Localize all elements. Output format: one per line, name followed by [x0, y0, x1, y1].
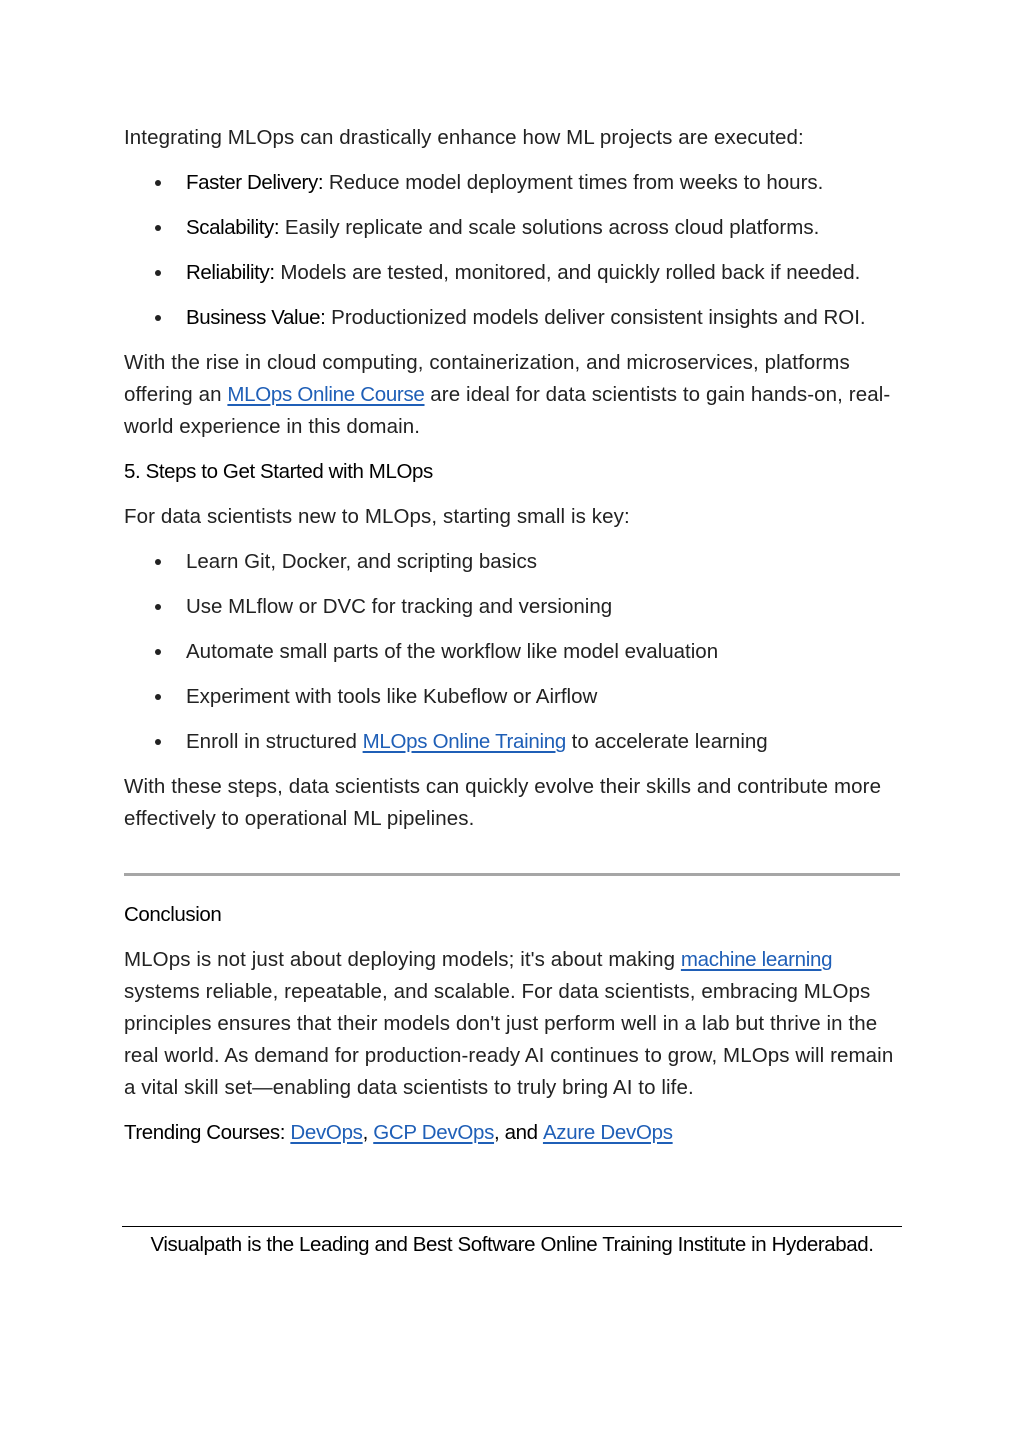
- cloud-text-after: are ideal for data scientists to gain hands-on, real-world experience in this domain.: [124, 383, 891, 438]
- footer-divider: [122, 1226, 902, 1227]
- benefit-text: Productionized models deliver consistent insights and ROI.: [325, 306, 866, 329]
- bullet-icon: [155, 315, 161, 321]
- conclusion-text-before: MLOps is not just about deploying models; it's about making: [124, 948, 681, 971]
- step-text: Use MLflow or DVC for tracking and versioning: [186, 595, 613, 618]
- bullet-icon: [155, 180, 161, 186]
- bullet-icon: [155, 649, 161, 655]
- benefit-text: Reduce model deployment times from weeks to hours.: [323, 171, 824, 194]
- horizontal-divider: [124, 873, 900, 876]
- steps-intro: For data scientists new to MLOps, starting small is key:: [124, 505, 630, 528]
- list-item: [124, 212, 902, 244]
- machine-learning-link[interactable]: machine learning: [680, 948, 833, 971]
- mlops-online-course-link[interactable]: MLOps Online Course: [227, 383, 425, 406]
- list-item: [124, 302, 902, 334]
- list-item: [124, 167, 902, 199]
- benefit-label: Faster Delivery:: [186, 171, 324, 194]
- step-text: Experiment with tools like Kubeflow or Airflow: [186, 685, 598, 708]
- document-page: [124, 122, 902, 1149]
- list-item: [124, 546, 902, 578]
- cloud-text-before: With the rise in cloud computing, containerization, and microservices, platforms offering an: [124, 351, 850, 406]
- bullet-icon: [155, 225, 161, 231]
- step-text-after: to accelerate learning: [565, 730, 768, 753]
- benefit-text: Easily replicate and scale solutions across cloud platforms.: [279, 216, 820, 239]
- intro-paragraph: Integrating MLOps can drastically enhance how ML projects are executed:: [124, 126, 804, 149]
- bullet-icon: [155, 604, 161, 610]
- bullet-icon: [155, 559, 161, 565]
- steps-closing-paragraph: With these steps, data scientists can quickly evolve their skills and contribute more effectively to operational ML pipelines.: [124, 775, 882, 830]
- mlops-online-training-link[interactable]: MLOps Online Training: [362, 730, 566, 753]
- steps-list: [124, 546, 902, 758]
- gcp-devops-link[interactable]: GCP DevOps: [373, 1121, 495, 1144]
- cloud-paragraph: [124, 347, 902, 443]
- trending-separator: , and: [494, 1121, 543, 1144]
- section-heading-steps: 5. Steps to Get Started with MLOps: [124, 460, 433, 483]
- list-item: [124, 636, 902, 668]
- step-text-before: Enroll in structured: [186, 730, 363, 753]
- list-item: [124, 726, 902, 758]
- trending-courses: [124, 1117, 902, 1149]
- benefits-list: [124, 167, 902, 334]
- trending-separator: ,: [362, 1121, 374, 1144]
- step-text: Automate small parts of the workflow like model evaluation: [186, 640, 719, 663]
- azure-devops-link[interactable]: Azure DevOps: [542, 1121, 673, 1144]
- benefit-label: Reliability:: [186, 261, 275, 284]
- benefit-text: Models are tested, monitored, and quickly rolled back if needed.: [274, 261, 861, 284]
- devops-link[interactable]: DevOps: [290, 1121, 363, 1144]
- footer-text: Visualpath is the Leading and Best Software Online Training Institute in Hyderabad.: [150, 1233, 874, 1256]
- list-item: [124, 591, 902, 623]
- benefit-label: Business Value:: [186, 306, 326, 329]
- list-item: [124, 257, 902, 289]
- conclusion-paragraph: [124, 944, 902, 1104]
- bullet-icon: [155, 270, 161, 276]
- bullet-icon: [155, 694, 161, 700]
- section-heading-conclusion: Conclusion: [124, 903, 222, 926]
- conclusion-text-after: systems reliable, repeatable, and scalable. For data scientists, embracing MLOps principles ensures that their models don't just perform well in a lab but thrive in the real world. As demand for production-ready AI continues to grow, MLOps will remain a vital skill set—enabling data scientists to truly bring AI to life.: [124, 980, 894, 1099]
- list-item: [124, 681, 902, 713]
- bullet-icon: [155, 739, 161, 745]
- step-text: Learn Git, Docker, and scripting basics: [186, 550, 537, 573]
- benefit-label: Scalability:: [186, 216, 280, 239]
- trending-label: Trending Courses:: [124, 1121, 291, 1144]
